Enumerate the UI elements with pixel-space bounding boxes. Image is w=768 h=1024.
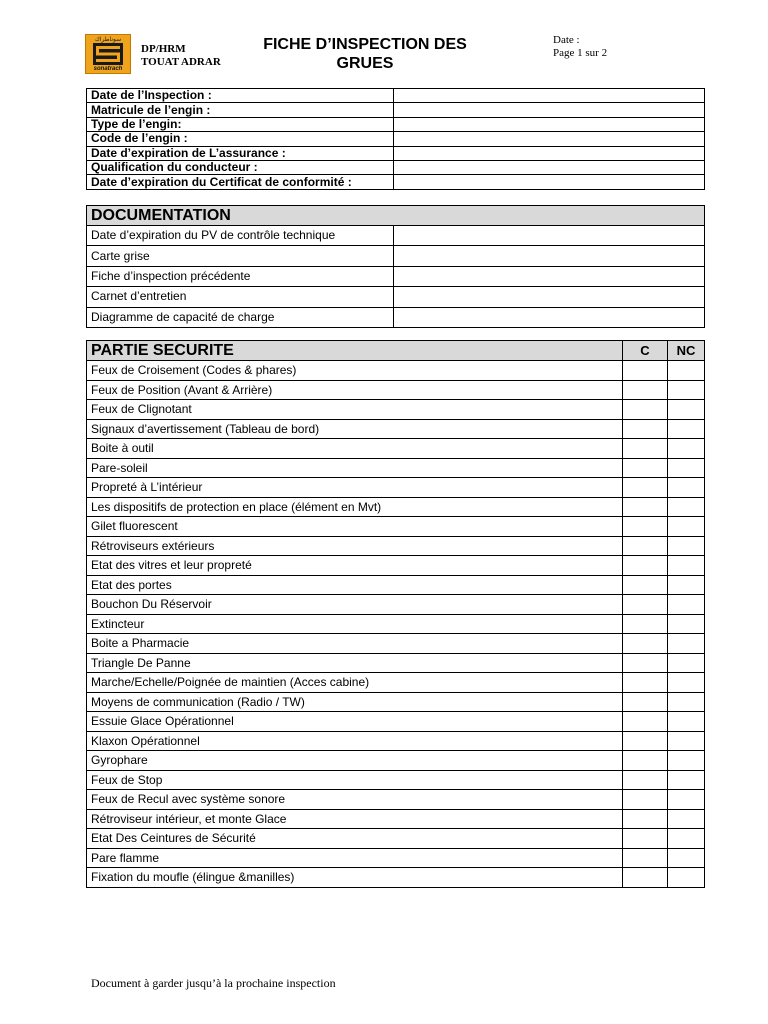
documentation-value-cell[interactable] bbox=[394, 246, 705, 266]
non-conforme-checkbox-cell[interactable] bbox=[668, 595, 705, 615]
securite-heading: PARTIE SECURITE bbox=[87, 341, 623, 361]
securite-table bbox=[86, 340, 705, 888]
securite-row bbox=[87, 653, 705, 673]
securite-row bbox=[87, 731, 705, 751]
securite-row bbox=[87, 809, 705, 829]
company-logo bbox=[85, 34, 131, 74]
securite-row bbox=[87, 634, 705, 654]
info-value-cell[interactable] bbox=[394, 117, 705, 131]
securite-row-label: Feux de Clignotant bbox=[87, 400, 623, 420]
conforme-checkbox-cell[interactable] bbox=[623, 536, 668, 556]
non-conforme-checkbox-cell[interactable] bbox=[668, 614, 705, 634]
non-conforme-checkbox-cell[interactable] bbox=[668, 458, 705, 478]
securite-row-label: Gilet fluorescent bbox=[87, 517, 623, 537]
securite-row-label: Etat des portes bbox=[87, 575, 623, 595]
documentation-row bbox=[87, 266, 705, 286]
securite-row-label: Gyrophare bbox=[87, 751, 623, 771]
info-row bbox=[87, 117, 705, 131]
securite-row-label: Marche/Echelle/Poignée de maintien (Acces cabine) bbox=[87, 673, 623, 693]
securite-row-label: Klaxon Opérationnel bbox=[87, 731, 623, 751]
securite-row-label: Moyens de communication (Radio / TW) bbox=[87, 692, 623, 712]
documentation-row bbox=[87, 246, 705, 266]
securite-row-label: Feux de Croisement (Codes & phares) bbox=[87, 361, 623, 381]
date-label: Date : bbox=[553, 34, 580, 46]
conforme-checkbox-cell[interactable] bbox=[623, 614, 668, 634]
info-row bbox=[87, 175, 705, 189]
conforme-checkbox-cell[interactable] bbox=[623, 380, 668, 400]
conforme-checkbox-cell[interactable] bbox=[623, 634, 668, 654]
info-value-cell[interactable] bbox=[394, 175, 705, 189]
org-line-1: DP/HRM bbox=[141, 43, 186, 55]
info-table-body bbox=[87, 89, 705, 190]
info-row-label: Matricule de l’engin : bbox=[87, 103, 394, 117]
logo-arabic-text: سوناطراك bbox=[94, 36, 122, 43]
non-conforme-checkbox-cell[interactable] bbox=[668, 536, 705, 556]
non-conforme-checkbox-cell[interactable] bbox=[668, 712, 705, 732]
info-row bbox=[87, 89, 705, 103]
securite-row bbox=[87, 790, 705, 810]
securite-row bbox=[87, 536, 705, 556]
securite-row bbox=[87, 614, 705, 634]
documentation-table bbox=[86, 205, 705, 328]
non-conforme-checkbox-cell[interactable] bbox=[668, 673, 705, 693]
non-conforme-checkbox-cell[interactable] bbox=[668, 361, 705, 381]
non-conforme-checkbox-cell[interactable] bbox=[668, 439, 705, 459]
securite-row bbox=[87, 868, 705, 888]
documentation-value-cell[interactable] bbox=[394, 287, 705, 307]
securite-row bbox=[87, 361, 705, 381]
conforme-checkbox-cell[interactable] bbox=[623, 790, 668, 810]
securite-row bbox=[87, 380, 705, 400]
non-conforme-checkbox-cell[interactable] bbox=[668, 575, 705, 595]
conforme-checkbox-cell[interactable] bbox=[623, 868, 668, 888]
non-conforme-checkbox-cell[interactable] bbox=[668, 419, 705, 439]
info-row-label: Type de l’engin: bbox=[87, 117, 394, 131]
non-conforme-checkbox-cell[interactable] bbox=[668, 809, 705, 829]
securite-row bbox=[87, 575, 705, 595]
organization bbox=[141, 43, 221, 69]
securite-row bbox=[87, 400, 705, 420]
securite-row-label: Boite a Pharmacie bbox=[87, 634, 623, 654]
conforme-checkbox-cell[interactable] bbox=[623, 458, 668, 478]
conforme-checkbox-cell[interactable] bbox=[623, 829, 668, 849]
securite-row-label: Propreté à L’intérieur bbox=[87, 478, 623, 498]
securite-row bbox=[87, 419, 705, 439]
securite-row bbox=[87, 478, 705, 498]
non-conforme-checkbox-cell[interactable] bbox=[668, 497, 705, 517]
col-nc-header: NC bbox=[668, 341, 705, 361]
non-conforme-checkbox-cell[interactable] bbox=[668, 848, 705, 868]
documentation-row bbox=[87, 287, 705, 307]
securite-row-label: Essuie Glace Opérationnel bbox=[87, 712, 623, 732]
org-line-2: TOUAT ADRAR bbox=[141, 56, 221, 68]
info-row-label: Qualification du conducteur : bbox=[87, 160, 394, 174]
securite-row bbox=[87, 692, 705, 712]
securite-row-label: Feux de Position (Avant & Arrière) bbox=[87, 380, 623, 400]
col-c-header: C bbox=[623, 341, 668, 361]
non-conforme-checkbox-cell[interactable] bbox=[668, 556, 705, 576]
info-row-label: Date d’expiration du Certificat de conformité : bbox=[87, 175, 394, 189]
securite-row bbox=[87, 848, 705, 868]
conforme-checkbox-cell[interactable] bbox=[623, 673, 668, 693]
non-conforme-checkbox-cell[interactable] bbox=[668, 770, 705, 790]
non-conforme-checkbox-cell[interactable] bbox=[668, 517, 705, 537]
securite-row-label: Feux de Stop bbox=[87, 770, 623, 790]
securite-row-label: Signaux d’avertissement (Tableau de bord) bbox=[87, 419, 623, 439]
info-value-cell[interactable] bbox=[394, 146, 705, 160]
conforme-checkbox-cell[interactable] bbox=[623, 400, 668, 420]
info-row-label: Date de l’Inspection : bbox=[87, 89, 394, 103]
non-conforme-checkbox-cell[interactable] bbox=[668, 751, 705, 771]
conforme-checkbox-cell[interactable] bbox=[623, 478, 668, 498]
conforme-checkbox-cell[interactable] bbox=[623, 692, 668, 712]
securite-table-body bbox=[87, 361, 705, 888]
documentation-value-cell[interactable] bbox=[394, 307, 705, 327]
conforme-checkbox-cell[interactable] bbox=[623, 731, 668, 751]
info-row-label: Code de l’engin : bbox=[87, 132, 394, 146]
non-conforme-checkbox-cell[interactable] bbox=[668, 731, 705, 751]
securite-row bbox=[87, 497, 705, 517]
securite-row bbox=[87, 829, 705, 849]
conforme-checkbox-cell[interactable] bbox=[623, 653, 668, 673]
non-conforme-checkbox-cell[interactable] bbox=[668, 868, 705, 888]
title-line-1: FICHE D’INSPECTION DES bbox=[263, 36, 467, 53]
page-number: Page 1 sur 2 bbox=[553, 47, 608, 59]
securite-row bbox=[87, 712, 705, 732]
document-meta bbox=[553, 34, 607, 60]
logo-brand-text: sonatrach bbox=[93, 66, 123, 72]
securite-row-label: Rétroviseur intérieur, et monte Glace bbox=[87, 809, 623, 829]
non-conforme-checkbox-cell[interactable] bbox=[668, 692, 705, 712]
securite-row-label: Les dispositifs de protection en place (élément en Mvt) bbox=[87, 497, 623, 517]
securite-row-label: Etat des vitres et leur propreté bbox=[87, 556, 623, 576]
securite-row-label: Etat Des Ceintures de Sécurité bbox=[87, 829, 623, 849]
securite-row-label: Pare-soleil bbox=[87, 458, 623, 478]
securite-row-label: Rétroviseurs extérieurs bbox=[87, 536, 623, 556]
conforme-checkbox-cell[interactable] bbox=[623, 556, 668, 576]
securite-row-label: Triangle De Panne bbox=[87, 653, 623, 673]
documentation-row-label: Carnet d’entretien bbox=[87, 287, 394, 307]
conforme-checkbox-cell[interactable] bbox=[623, 595, 668, 615]
info-row-label: Date d’expiration de L’assurance : bbox=[87, 146, 394, 160]
documentation-row-label: Carte grise bbox=[87, 246, 394, 266]
securite-row bbox=[87, 673, 705, 693]
info-value-cell[interactable] bbox=[394, 160, 705, 174]
documentation-row bbox=[87, 226, 705, 246]
non-conforme-checkbox-cell[interactable] bbox=[668, 634, 705, 654]
logo-mark-icon bbox=[93, 43, 123, 65]
securite-row bbox=[87, 595, 705, 615]
conforme-checkbox-cell[interactable] bbox=[623, 439, 668, 459]
conforme-checkbox-cell[interactable] bbox=[623, 848, 668, 868]
non-conforme-checkbox-cell[interactable] bbox=[668, 653, 705, 673]
info-row bbox=[87, 160, 705, 174]
securite-row-label: Extincteur bbox=[87, 614, 623, 634]
documentation-table-body bbox=[87, 226, 705, 328]
conforme-checkbox-cell[interactable] bbox=[623, 419, 668, 439]
documentation-heading: DOCUMENTATION bbox=[87, 206, 705, 226]
securite-row-label: Boite à outil bbox=[87, 439, 623, 459]
info-value-cell[interactable] bbox=[394, 89, 705, 103]
securite-row bbox=[87, 517, 705, 537]
non-conforme-checkbox-cell[interactable] bbox=[668, 478, 705, 498]
info-row bbox=[87, 132, 705, 146]
info-value-cell[interactable] bbox=[394, 132, 705, 146]
footer-note: Document à garder jusqu’à la prochaine inspection bbox=[91, 976, 336, 990]
securite-row bbox=[87, 751, 705, 771]
documentation-row bbox=[87, 307, 705, 327]
documentation-row-label: Diagramme de capacité de charge bbox=[87, 307, 394, 327]
documentation-row-label: Fiche d’inspection précédente bbox=[87, 266, 394, 286]
documentation-row-label: Date d’expiration du PV de contrôle technique bbox=[87, 226, 394, 246]
non-conforme-checkbox-cell[interactable] bbox=[668, 790, 705, 810]
title-line-2: GRUES bbox=[336, 55, 394, 72]
conforme-checkbox-cell[interactable] bbox=[623, 361, 668, 381]
securite-row-label: Bouchon Du Réservoir bbox=[87, 595, 623, 615]
securite-row-label: Fixation du moufle (élingue &manilles) bbox=[87, 868, 623, 888]
non-conforme-checkbox-cell[interactable] bbox=[668, 829, 705, 849]
securite-row-label: Feux de Recul avec système sonore bbox=[87, 790, 623, 810]
conforme-checkbox-cell[interactable] bbox=[623, 712, 668, 732]
conforme-checkbox-cell[interactable] bbox=[623, 575, 668, 595]
info-row bbox=[87, 146, 705, 160]
info-table bbox=[86, 88, 705, 190]
conforme-checkbox-cell[interactable] bbox=[623, 770, 668, 790]
conforme-checkbox-cell[interactable] bbox=[623, 497, 668, 517]
conforme-checkbox-cell[interactable] bbox=[623, 517, 668, 537]
info-value-cell[interactable] bbox=[394, 103, 705, 117]
securite-row bbox=[87, 556, 705, 576]
securite-row bbox=[87, 439, 705, 459]
securite-row bbox=[87, 770, 705, 790]
page-title bbox=[240, 35, 490, 73]
conforme-checkbox-cell[interactable] bbox=[623, 751, 668, 771]
securite-row bbox=[87, 458, 705, 478]
non-conforme-checkbox-cell[interactable] bbox=[668, 400, 705, 420]
documentation-value-cell[interactable] bbox=[394, 266, 705, 286]
documentation-value-cell[interactable] bbox=[394, 226, 705, 246]
non-conforme-checkbox-cell[interactable] bbox=[668, 380, 705, 400]
info-row bbox=[87, 103, 705, 117]
securite-row-label: Pare flamme bbox=[87, 848, 623, 868]
conforme-checkbox-cell[interactable] bbox=[623, 809, 668, 829]
